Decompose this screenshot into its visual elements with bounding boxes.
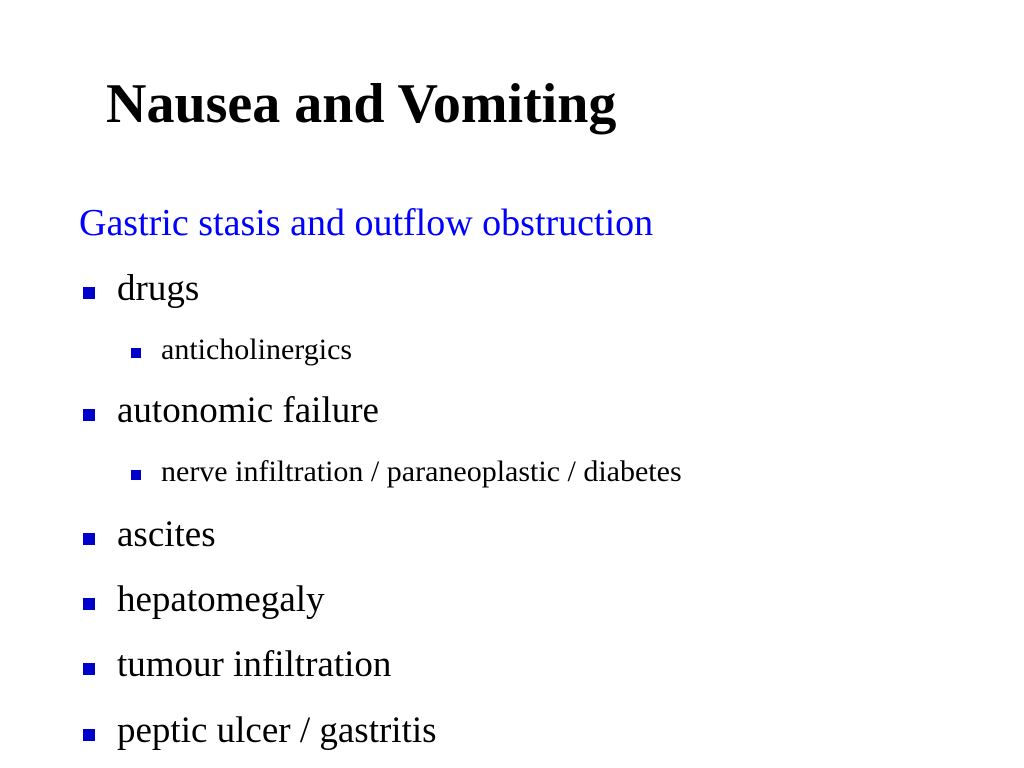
bullet-text: ascites — [117, 514, 216, 555]
bullet-item-drugs — [83, 266, 199, 312]
bullet-text: hepatomegaly — [117, 579, 325, 620]
square-bullet-icon — [83, 533, 95, 545]
square-bullet-icon — [131, 348, 141, 358]
bullet-text: autonomic failure — [117, 390, 379, 431]
square-bullet-icon — [131, 470, 141, 480]
bullet-text: nerve infiltration / paraneoplastic / diabetes — [161, 455, 682, 488]
slide-title: Nausea and Vomiting — [106, 73, 617, 135]
square-bullet-icon — [83, 729, 95, 741]
bullet-text: drugs — [117, 268, 200, 309]
square-bullet-icon — [83, 598, 95, 610]
section-heading: Gastric stasis and outflow obstruction — [79, 202, 654, 244]
bullet-item-peptic-ulcer — [83, 708, 437, 754]
bullet-item-autonomic-failure — [83, 388, 379, 434]
square-bullet-icon — [83, 409, 95, 421]
bullet-item-tumour-infiltration — [83, 642, 391, 688]
bullet-text: peptic ulcer / gastritis — [117, 710, 437, 751]
square-bullet-icon — [83, 663, 95, 675]
sub-bullet-item-anticholinergics — [131, 331, 352, 369]
bullet-item-ascites — [83, 512, 216, 558]
sub-bullet-item-nerve-infiltration — [131, 453, 682, 491]
bullet-text: anticholinergics — [161, 333, 353, 366]
square-bullet-icon — [83, 287, 95, 299]
bullet-text: tumour infiltration — [117, 644, 392, 685]
bullet-item-hepatomegaly — [83, 577, 325, 623]
